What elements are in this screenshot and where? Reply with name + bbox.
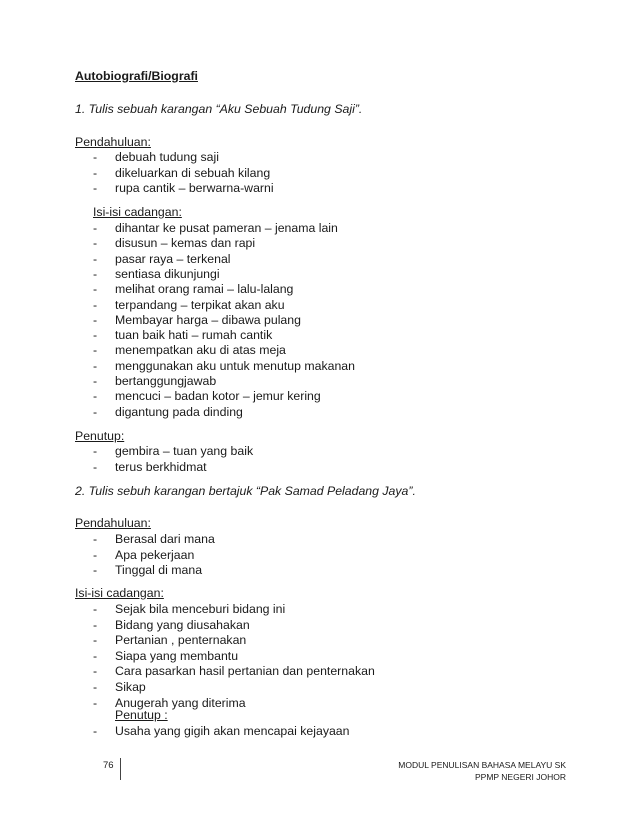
question-2: 2. Tulis sebuh karangan bertajuk “Pak Samad Peladang Jaya”. [75,484,416,498]
footer-divider [120,758,121,780]
list-item: tuan baik hati – rumah cantik [115,328,273,343]
bullet-dash: - [93,724,98,738]
q2-pendahuluan-heading: Pendahuluan: [75,516,151,530]
bullet-dash: - [93,404,98,419]
q1-isi-heading: Isi-isi cadangan: [93,205,182,219]
list-item: Bidang yang diusahakan [115,617,250,632]
list-item: Usaha yang gigih akan mencapai kejayaan [115,724,350,738]
list-item: menempatkan aku di atas meja [115,343,286,358]
bullet-dash: - [93,312,98,327]
list-item: disusun – kemas dan rapi [115,236,256,251]
list-item: mencuci – badan kotor – jemur kering [115,389,321,404]
list-item: Tinggal di mana [115,563,203,577]
bullet-dash: - [93,547,98,562]
document-title: Autobiografi/Biografi [75,69,198,83]
list-item: Cara pasarkan hasil pertanian dan penternakan [115,664,375,679]
bullet-dash: - [93,236,98,251]
list-item: terpandang – terpikat akan aku [115,297,285,312]
bullet-dash: - [93,680,98,694]
bullet-dash: - [93,563,98,577]
bullet-dash: - [93,181,98,196]
page-number: 76 [103,760,114,771]
bullet-dash: - [93,266,98,281]
bullet-dash: - [93,251,98,266]
question-1: 1. Tulis sebuah karangan “Aku Sebuah Tudung Saji”. [75,102,363,116]
list-item: Berasal dari mana [115,532,215,546]
bullet-dash: - [93,389,98,404]
list-item: menggunakan aku untuk menutup makanan [115,358,355,373]
list-item: dihantar ke pusat pameran – jenama lain [115,221,338,235]
bullet-dash: - [93,374,98,388]
bullet-dash: - [93,328,98,343]
bullet-dash: - [93,648,98,663]
list-item: Sejak bila menceburi bidang ini [115,602,286,616]
list-item: debuah tudung saji [115,150,219,164]
list-item: Sikap [115,680,146,694]
footer-module-name: MODUL PENULISAN BAHASA MELAYU SK [398,760,566,770]
bullet-dash: - [93,150,98,164]
q2-isi-heading: Isi-isi cadangan: [75,586,164,600]
bullet-dash: - [93,444,98,458]
list-item: terus berkhidmat [115,459,207,474]
q2-penutup-heading: Penutup : [115,708,168,722]
list-item: sentiasa dikunjungi [115,266,220,281]
bullet-dash: - [93,358,98,373]
bullet-dash: - [93,532,98,546]
q1-penutup-heading: Penutup: [75,429,125,443]
bullet-dash: - [93,664,98,679]
list-item: Pertanian , penternakan [115,633,247,648]
bullet-dash: - [93,633,98,648]
bullet-dash: - [93,297,98,312]
list-item: dikeluarkan di sebuah kilang [115,165,271,180]
footer-state: PPMP NEGERI JOHOR [475,772,566,782]
list-item: digantung pada dinding [115,404,243,419]
list-item: Apa pekerjaan [115,547,195,562]
list-item: melihat orang ramai – lalu-lalang [115,282,294,297]
bullet-dash: - [93,221,98,235]
list-item: Membayar harga – dibawa pulang [115,312,301,327]
bullet-dash: - [93,617,98,632]
list-item: gembira – tuan yang baik [115,444,254,458]
bullet-dash: - [93,282,98,297]
list-item: rupa cantik – berwarna-warni [115,181,274,196]
q1-pendahuluan-heading: Pendahuluan: [75,135,151,149]
bullet-dash: - [93,459,98,474]
list-item: Siapa yang membantu [115,648,239,663]
bullet-dash: - [93,602,98,616]
list-item: Anugerah yang diterima [115,695,246,710]
bullet-dash: - [93,343,98,358]
bullet-dash: - [93,165,98,180]
list-item: bertanggungjawab [115,374,217,388]
bullet-dash: - [93,695,98,710]
list-item: pasar raya – terkenal [115,251,231,266]
